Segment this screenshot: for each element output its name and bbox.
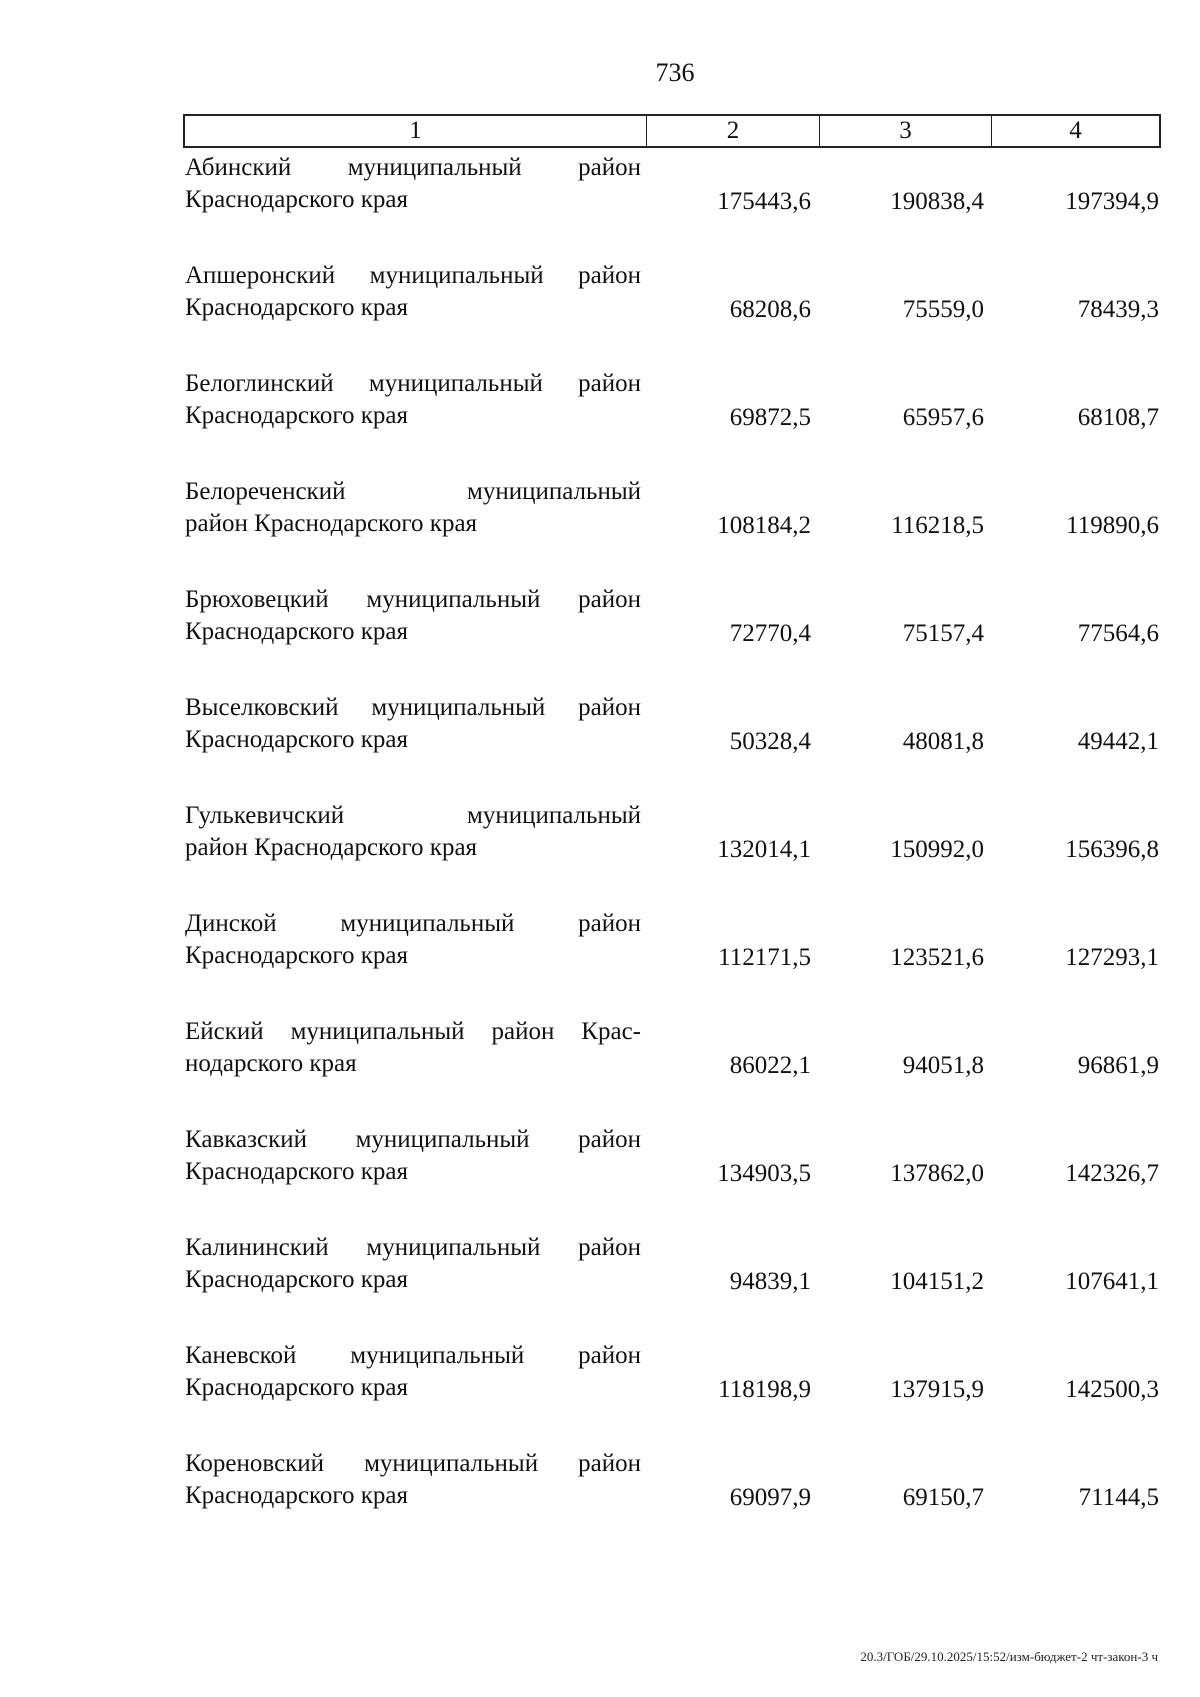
value-col-2: 68208,6 (729, 296, 811, 323)
municipality-name (185, 584, 641, 648)
municipality-name-line-2: Краснодарского края (185, 402, 408, 429)
value-col-3: 69150,7 (902, 1484, 984, 1511)
municipality-name (185, 260, 641, 324)
table-row (183, 366, 1161, 474)
municipality-name-line-2: Краснодарского края (185, 618, 408, 645)
municipality-name-line-1: Белореченский муниципальный (185, 478, 641, 505)
municipality-name (185, 368, 641, 432)
municipality-name (185, 476, 641, 540)
value-col-3: 75559,0 (902, 296, 984, 323)
municipality-name (185, 1232, 641, 1296)
municipality-name-line-1: Белоглинский муниципальный район (185, 370, 641, 397)
value-col-4: 197394,9 (1065, 188, 1159, 215)
municipality-name-line-1: Кавказский муниципальный район (185, 1126, 641, 1153)
value-col-2: 175443,6 (717, 188, 811, 215)
table-row (183, 1122, 1161, 1230)
value-col-2: 86022,1 (729, 1052, 811, 1079)
header-col-4: 4 (1069, 117, 1082, 144)
table-row (183, 1230, 1161, 1338)
municipality-name-line-2: нодарского края (185, 1050, 357, 1077)
value-col-2: 69872,5 (729, 404, 811, 431)
value-col-4: 142500,3 (1065, 1376, 1159, 1403)
table-row (183, 474, 1161, 582)
value-col-3: 75157,4 (902, 620, 984, 647)
value-col-2: 108184,2 (717, 512, 811, 539)
table-row (183, 150, 1161, 258)
value-col-4: 119890,6 (1066, 512, 1159, 539)
table-row (183, 1014, 1161, 1122)
municipality-name (185, 1016, 641, 1080)
value-col-4: 107641,1 (1065, 1268, 1159, 1295)
value-col-4: 68108,7 (1077, 404, 1159, 431)
header-col-2: 2 (647, 116, 820, 146)
municipality-name-line-2: Краснодарского края (185, 1158, 408, 1185)
municipality-name-line-1: Выселковский муниципальный район (185, 694, 641, 721)
value-col-4: 77564,6 (1077, 620, 1159, 647)
municipality-name (185, 692, 641, 756)
table-row (183, 1446, 1161, 1554)
value-col-2: 94839,1 (729, 1268, 811, 1295)
table-row (183, 582, 1161, 690)
municipality-name-line-1: Калининский муниципальный район (185, 1234, 641, 1261)
value-col-3: 104151,2 (890, 1268, 984, 1295)
value-col-3: 123521,6 (890, 944, 984, 971)
municipality-name-line-1: Ейский муниципальный район Крас- (185, 1018, 641, 1045)
municipality-name-line-2: Краснодарского края (185, 1482, 408, 1509)
value-col-2: 132014,1 (717, 836, 811, 863)
municipality-name-line-2: район Краснодарского края (185, 510, 478, 537)
header-col-3: 3 (820, 116, 992, 146)
municipality-name-line-1: Динской муниципальный район (185, 910, 641, 937)
value-col-3: 150992,0 (890, 836, 984, 863)
value-col-2: 69097,9 (729, 1484, 811, 1511)
value-col-3: 137862,0 (890, 1160, 984, 1187)
municipality-name-line-1: Абинский муниципальный район (185, 154, 641, 181)
value-col-3: 190838,4 (890, 188, 984, 215)
municipality-name (185, 1340, 641, 1404)
table-row (183, 1338, 1161, 1446)
municipality-name-line-2: район Краснодарского края (185, 834, 478, 861)
value-col-4: 49442,1 (1077, 728, 1159, 755)
value-col-4: 156396,8 (1065, 836, 1159, 863)
table-body (183, 150, 1161, 1554)
table-row (183, 690, 1161, 798)
municipality-name-line-2: Краснодарского края (185, 294, 408, 321)
value-col-2: 134903,5 (717, 1160, 811, 1187)
document-footer: 20.3/ГОБ/29.10.2025/15:52/изм-бюджет-2 чт-закон-3 ч (860, 1649, 1158, 1664)
value-col-4: 127293,1 (1065, 944, 1159, 971)
value-col-2: 118198,9 (718, 1376, 811, 1403)
value-col-3: 48081,8 (902, 728, 984, 755)
value-col-4: 71144,5 (1078, 1484, 1159, 1511)
table-row (183, 798, 1161, 906)
municipality-name (185, 152, 641, 216)
value-col-2: 112171,5 (718, 944, 811, 971)
municipality-name-line-1: Кореновский муниципальный район (185, 1450, 641, 1477)
value-col-3: 116218,5 (891, 512, 984, 539)
value-col-4: 78439,3 (1077, 296, 1159, 323)
municipality-name-line-2: Краснодарского края (185, 186, 408, 213)
table-row (183, 258, 1161, 366)
municipality-name-line-2: Краснодарского края (185, 942, 408, 969)
municipality-name-line-1: Каневской муниципальный район (185, 1342, 641, 1369)
value-col-3: 65957,6 (902, 404, 984, 431)
value-col-4: 96861,9 (1077, 1052, 1159, 1079)
municipality-name-line-1: Апшеронский муниципальный район (185, 262, 641, 289)
header-col-1: 1 (185, 116, 647, 146)
municipality-name (185, 800, 641, 864)
municipality-name-line-1: Брюховецкий муниципальный район (185, 586, 641, 613)
municipality-name (185, 1124, 641, 1188)
table-row (183, 906, 1161, 1014)
page-number: 736 (655, 58, 695, 87)
value-col-3: 94051,8 (902, 1052, 984, 1079)
value-col-2: 50328,4 (729, 728, 811, 755)
municipality-name (185, 908, 641, 972)
table-header (183, 114, 1161, 148)
municipality-name-line-2: Краснодарского края (185, 1266, 408, 1293)
value-col-3: 137915,9 (890, 1376, 984, 1403)
municipality-name-line-1: Гулькевичский муниципальный (185, 802, 641, 829)
municipality-name-line-2: Краснодарского края (185, 1374, 408, 1401)
municipality-name (185, 1448, 641, 1512)
value-col-4: 142326,7 (1065, 1160, 1159, 1187)
municipality-name-line-2: Краснодарского края (185, 726, 408, 753)
value-col-2: 72770,4 (729, 620, 811, 647)
